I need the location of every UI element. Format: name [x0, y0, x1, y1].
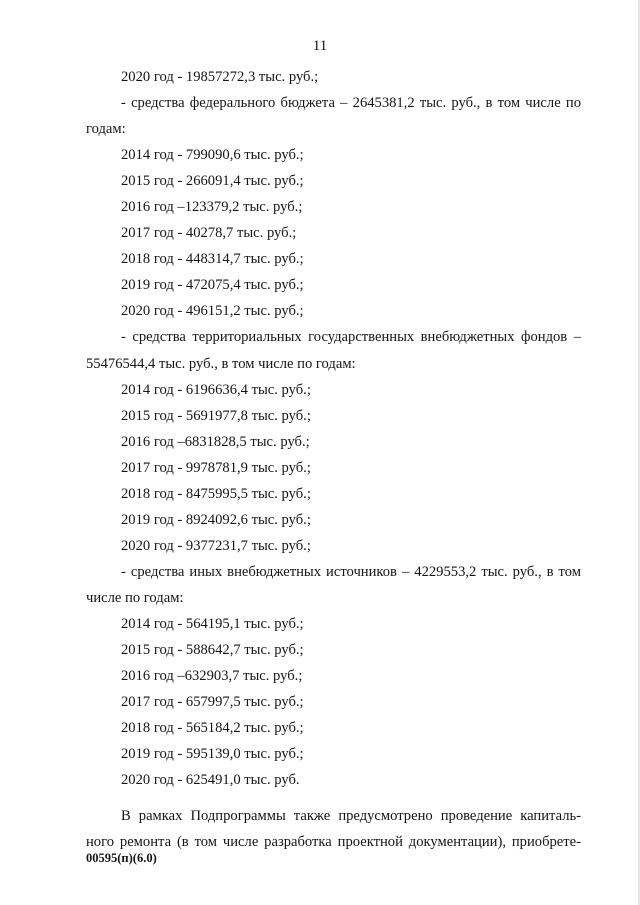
- text-line: 2018 год - 565184,2 тыс. руб.;: [121, 720, 304, 737]
- text-line: 2016 год –123379,2 тыс. руб.;: [121, 199, 303, 216]
- text-line: 2014 год - 799090,6 тыс. руб.;: [121, 147, 304, 164]
- text-line: 2019 год - 595139,0 тыс. руб.;: [121, 746, 304, 763]
- text-line: ного ремонта (в том числе разработка проектной документации), приобрете-: [86, 834, 581, 851]
- text-line: 2016 год –6831828,5 тыс. руб.;: [121, 433, 310, 450]
- text-line: 2015 год - 588642,7 тыс. руб.;: [121, 642, 304, 659]
- paragraph-gap: [86, 793, 581, 803]
- text-line: 2014 год - 6196636,4 тыс. руб.;: [121, 381, 311, 398]
- text-line: 2014 год - 564195,1 тыс. руб.;: [121, 615, 304, 632]
- text-line: 2020 год - 19857272,3 тыс. руб.;: [121, 69, 319, 85]
- text-line: 2017 год - 40278,7 тыс. руб.;: [121, 225, 297, 242]
- text-line: 2018 год - 8475995,5 тыс. руб.;: [121, 485, 311, 502]
- text-line: числе по годам:: [86, 589, 184, 606]
- text-line: 2015 год - 266091,4 тыс. руб.;: [121, 173, 304, 190]
- text-line: - средства федерального бюджета – 2645381,2 тыс. руб., в том числе по: [121, 95, 581, 112]
- page-number: 11: [312, 38, 328, 54]
- text-line: 2015 год - 5691977,8 тыс. руб.;: [121, 407, 311, 424]
- document-code: 00595(п)(6.0): [86, 851, 157, 865]
- document-body: [86, 64, 581, 855]
- text-line: - средства территориальных государственных внебюджетных фондов –: [121, 329, 581, 346]
- text-line: 2020 год - 496151,2 тыс. руб.;: [121, 303, 304, 320]
- text-line: 2017 год - 657997,5 тыс. руб.;: [121, 694, 304, 711]
- text-line: 2020 год - 625491,0 тыс. руб.: [121, 772, 300, 789]
- text-line: 2019 год - 8924092,6 тыс. руб.;: [121, 511, 311, 528]
- text-line: годам:: [86, 121, 126, 138]
- text-line: 2016 год –632903,7 тыс. руб.;: [121, 668, 303, 685]
- text-line: 55476544,4 тыс. руб., в том числе по годам:: [86, 355, 356, 372]
- text-line: В рамках Подпрограммы также предусмотрено проведение капиталь-: [121, 808, 581, 825]
- text-line: 2020 год - 9377231,7 тыс. руб.;: [121, 537, 311, 554]
- text-line: 2019 год - 472075,4 тыс. руб.;: [121, 277, 304, 294]
- text-line: 2017 год - 9978781,9 тыс. руб.;: [121, 459, 311, 476]
- text-line: - средства иных внебюджетных источников – 4229553,2 тыс. руб., в том: [121, 563, 581, 580]
- text-line: 2018 год - 448314,7 тыс. руб.;: [121, 251, 304, 268]
